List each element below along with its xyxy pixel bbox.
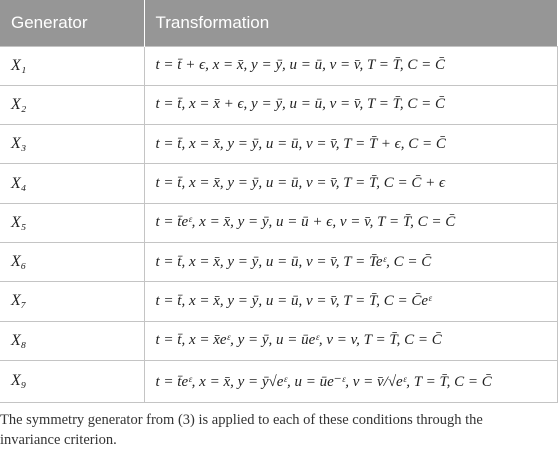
generator-cell: X₅: [0, 203, 144, 242]
header-generator: Generator: [0, 0, 144, 46]
transformation-cell: t = t̄eᵋ, x = x̄, y = ȳ√eᵋ, u = ūe⁻ᵋ, v = v̄/√eᵋ, T = T̄, C = C̄: [144, 360, 557, 402]
table-row: [0, 164, 557, 203]
table-row: [0, 242, 557, 281]
transformation-cell: t = t̄, x = x̄, y = ȳ, u = ū, v = v̄, T = T̄, C = C̄ + ϵ: [144, 164, 557, 203]
transformation-cell: t = t̄, x = x̄, y = ȳ, u = ū, v = v̄, T = T̄eᵋ, C = C̄: [144, 242, 557, 281]
transformation-cell: t = t̄eᵋ, x = x̄, y = ȳ, u = ū + ϵ, v = v̄, T = T̄, C = C̄: [144, 203, 557, 242]
generator-cell: X₁: [0, 46, 144, 85]
transformation-cell: t = t̄, x = x̄ + ϵ, y = ȳ, u = ū, v = v̄, T = T̄, C = C̄: [144, 85, 557, 124]
table-row: [0, 321, 557, 360]
transformation-cell: t = t̄, x = x̄, y = ȳ, u = ū, v = v̄, T = T̄, C = C̄eᵋ: [144, 282, 557, 321]
generator-cell: X₄: [0, 164, 144, 203]
header-transformation: Transformation: [144, 0, 557, 46]
table-footnote: The symmetry generator from (3) is applied to each of these conditions through the invariance criterion.: [0, 412, 483, 448]
table-row: [0, 46, 557, 85]
transformation-cell: t = t̄ + ϵ, x = x̄, y = ȳ, u = ū, v = v̄, T = T̄, C = C̄: [144, 46, 557, 85]
table-row: [0, 282, 557, 321]
transformation-cell: t = t̄, x = x̄, y = ȳ, u = ū, v = v̄, T = T̄ + ϵ, C = C̄: [144, 125, 557, 164]
generator-cell: X₆: [0, 242, 144, 281]
generator-cell: X₂: [0, 85, 144, 124]
table-row: [0, 360, 557, 402]
generator-cell: X₈: [0, 321, 144, 360]
generator-cell: X₇: [0, 282, 144, 321]
table-header-row: [0, 0, 557, 46]
table-row: [0, 85, 557, 124]
table-row: [0, 125, 557, 164]
generator-cell: X₃: [0, 125, 144, 164]
table-row: [0, 203, 557, 242]
generator-cell: X₉: [0, 360, 144, 402]
transformation-cell: t = t̄, x = x̄eᵋ, y = ȳ, u = ūeᵋ, v = v, T = T̄, C = C̄: [144, 321, 557, 360]
